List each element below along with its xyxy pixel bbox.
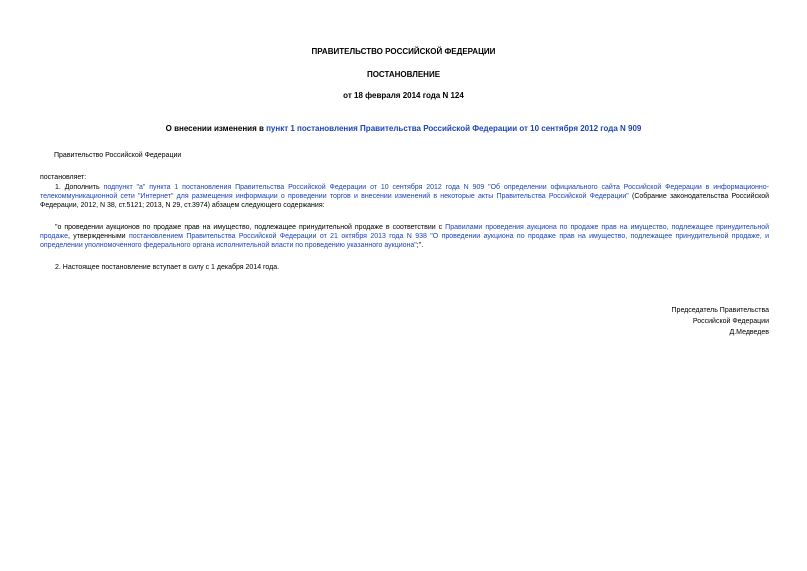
signature-name: Д.Медведев	[729, 328, 769, 336]
quote-text-middle: , утвержденными	[67, 232, 129, 240]
quote-text-start: "о проведении аукционов по продаже прав на имущество, подлежащее принудительной продаже в соответствии с	[55, 224, 446, 231]
paragraph-item-2: 2. Настоящее постановление вступает в силу с 1 декабря 2014 года.	[55, 264, 280, 271]
signature-country: Российской Федерации	[692, 317, 769, 325]
item1-text-end: (Собрание законодательства Российской Федерации, 2012, N 38, ст.5121; 2013, N 29, ст.3974) абзацем следующего содержания:	[40, 192, 770, 209]
document-type: ПОСТАНОВЛЕНИЕ	[366, 70, 441, 79]
item1-text-start: 1. Дополнить	[55, 184, 104, 191]
government-line: Правительство Российской Федерации	[54, 152, 182, 159]
item1-link[interactable]: подпункт "а" пункта 1 постановления Правительства Российской Федерации от 10 сентября 2012 года N 909 "Об определении официального сайта Российской Федерации в информационно-телекоммуникационной сети "Интернет" для размещения информации о проведении торгов и внесении изменений в некоторые акты Правительства Российской Федерации"	[40, 184, 770, 200]
signature-title: Председатель Правительства	[671, 307, 769, 314]
subject-link[interactable]: пункт 1 постановления Правительства Российской Федерации от 10 сентября 2012 года N 909	[266, 124, 642, 133]
quote-rules-link[interactable]: Правилами проведения аукциона по продаже прав на имущество, подлежащее принудительной продаже	[40, 224, 769, 240]
paragraph-quote	[40, 224, 769, 250]
document-subject	[0, 124, 807, 134]
subject-prefix: О внесении изменения в	[165, 124, 267, 133]
document-date-number: от 18 февраля 2014 года N 124	[343, 91, 464, 100]
paragraph-item-1	[40, 184, 769, 210]
quote-decree-link[interactable]: постановлением Правительства Российской Федерации от 21 октября 2013 года N 938 "О проведении аукциона по продаже прав на имущество, подлежащее принудительной продаже, и определении уполномоченного федерального органа исполнительной власти по проведению указанного аукциона"	[40, 232, 769, 249]
decides-line: постановляет:	[40, 174, 87, 181]
signature-block	[672, 306, 769, 339]
government-heading: ПРАВИТЕЛЬСТВО РОССИЙСКОЙ ФЕДЕРАЦИИ	[311, 47, 496, 56]
quote-text-end: ;".	[416, 241, 424, 249]
